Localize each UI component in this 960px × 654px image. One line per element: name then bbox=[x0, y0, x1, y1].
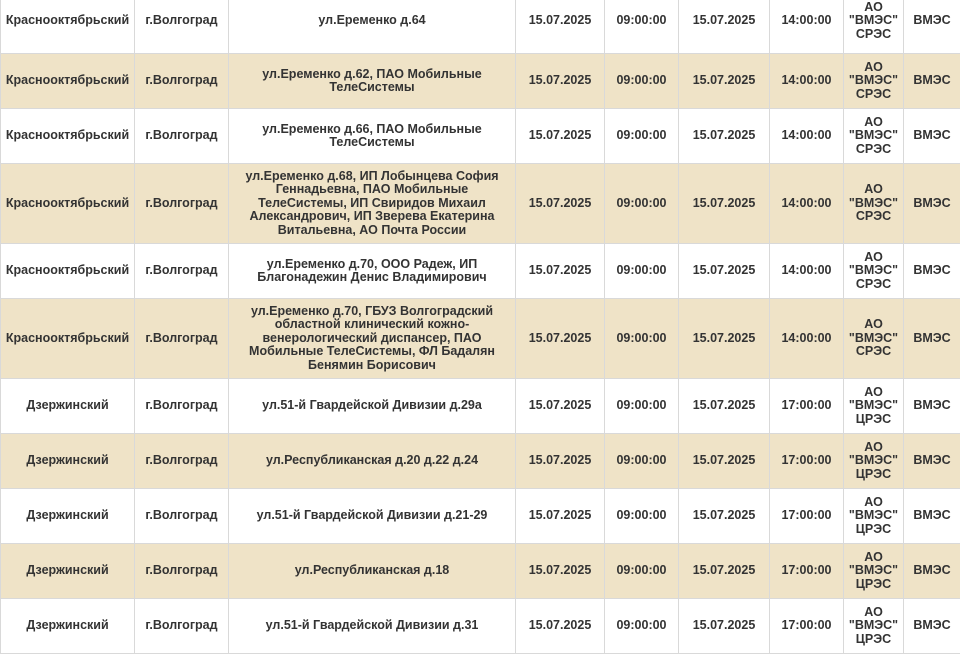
table-row bbox=[1, 599, 960, 654]
end-time-cell: 14:00:00 bbox=[770, 109, 844, 164]
address-cell: ул.Еременко д.70, ООО Радеж, ИП Благонадежин Денис Владимирович bbox=[229, 244, 516, 299]
end-time-cell: 14:00:00 bbox=[770, 54, 844, 109]
district-cell: Дзержинский bbox=[1, 379, 135, 434]
company-cell: ВМЭС bbox=[904, 599, 960, 654]
organization-cell: АО "ВМЭС" ЦРЭС bbox=[844, 434, 904, 489]
start-date-cell: 15.07.2025 bbox=[516, 244, 605, 299]
start-time-cell: 09:00:00 bbox=[605, 54, 679, 109]
start-date-cell: 15.07.2025 bbox=[516, 0, 605, 54]
organization-cell: АО "ВМЭС" СРЭС bbox=[844, 299, 904, 379]
end-date-cell: 15.07.2025 bbox=[679, 244, 770, 299]
city-cell: г.Волгоград bbox=[135, 599, 229, 654]
end-date-cell: 15.07.2025 bbox=[679, 434, 770, 489]
end-time-cell: 17:00:00 bbox=[770, 489, 844, 544]
address-cell: ул.Республиканская д.20 д.22 д.24 bbox=[229, 434, 516, 489]
end-date-cell: 15.07.2025 bbox=[679, 164, 770, 244]
address-cell: ул.Еременко д.70, ГБУЗ Волгоградский областной клинический кожно-венерологический диспансер, ПАО Мобильные ТелеСистемы, ФЛ Бадалян Бенямин Борисович bbox=[229, 299, 516, 379]
table-row bbox=[1, 299, 960, 379]
table-row bbox=[1, 54, 960, 109]
start-time-cell: 09:00:00 bbox=[605, 164, 679, 244]
start-time-cell: 09:00:00 bbox=[605, 379, 679, 434]
address-cell: ул.51-й Гвардейской Дивизии д.29а bbox=[229, 379, 516, 434]
organization-cell: АО "ВМЭС" ЦРЭС bbox=[844, 544, 904, 599]
organization-cell: АО "ВМЭС" СРЭС bbox=[844, 164, 904, 244]
table-row bbox=[1, 489, 960, 544]
company-cell: ВМЭС bbox=[904, 0, 960, 54]
end-date-cell: 15.07.2025 bbox=[679, 299, 770, 379]
address-cell: ул.51-й Гвардейской Дивизии д.31 bbox=[229, 599, 516, 654]
end-time-cell: 14:00:00 bbox=[770, 164, 844, 244]
start-date-cell: 15.07.2025 bbox=[516, 489, 605, 544]
start-time-cell: 09:00:00 bbox=[605, 0, 679, 54]
company-cell: ВМЭС bbox=[904, 544, 960, 599]
end-date-cell: 15.07.2025 bbox=[679, 599, 770, 654]
address-cell: ул.Еременко д.64 bbox=[229, 0, 516, 54]
organization-cell: АО "ВМЭС" СРЭС bbox=[844, 244, 904, 299]
outage-table-body bbox=[1, 0, 960, 654]
start-time-cell: 09:00:00 bbox=[605, 489, 679, 544]
city-cell: г.Волгоград bbox=[135, 544, 229, 599]
end-time-cell: 17:00:00 bbox=[770, 599, 844, 654]
start-date-cell: 15.07.2025 bbox=[516, 379, 605, 434]
city-cell: г.Волгоград bbox=[135, 434, 229, 489]
organization-cell: АО "ВМЭС" СРЭС bbox=[844, 109, 904, 164]
table-row bbox=[1, 109, 960, 164]
end-date-cell: 15.07.2025 bbox=[679, 489, 770, 544]
city-cell: г.Волгоград bbox=[135, 379, 229, 434]
organization-cell: АО "ВМЭС" СРЭС bbox=[844, 0, 904, 54]
organization-cell: АО "ВМЭС" ЦРЭС bbox=[844, 599, 904, 654]
end-time-cell: 17:00:00 bbox=[770, 544, 844, 599]
company-cell: ВМЭС bbox=[904, 244, 960, 299]
start-time-cell: 09:00:00 bbox=[605, 299, 679, 379]
address-cell: ул.Республиканская д.18 bbox=[229, 544, 516, 599]
address-cell: ул.Еременко д.68, ИП Лобынцева София Геннадьевна, ПАО Мобильные ТелеСистемы, ИП Свиридов Михаил Александрович, ИП Зверева Екатерина Витальевна, АО Почта России bbox=[229, 164, 516, 244]
table-row bbox=[1, 164, 960, 244]
start-time-cell: 09:00:00 bbox=[605, 109, 679, 164]
start-time-cell: 09:00:00 bbox=[605, 244, 679, 299]
start-date-cell: 15.07.2025 bbox=[516, 54, 605, 109]
table-row bbox=[1, 379, 960, 434]
city-cell: г.Волгоград bbox=[135, 109, 229, 164]
start-date-cell: 15.07.2025 bbox=[516, 109, 605, 164]
district-cell: Дзержинский bbox=[1, 489, 135, 544]
end-time-cell: 14:00:00 bbox=[770, 299, 844, 379]
end-time-cell: 17:00:00 bbox=[770, 379, 844, 434]
city-cell: г.Волгоград bbox=[135, 489, 229, 544]
end-time-cell: 14:00:00 bbox=[770, 244, 844, 299]
table-row bbox=[1, 0, 960, 54]
start-date-cell: 15.07.2025 bbox=[516, 599, 605, 654]
end-time-cell: 14:00:00 bbox=[770, 0, 844, 54]
company-cell: ВМЭС bbox=[904, 164, 960, 244]
city-cell: г.Волгоград bbox=[135, 244, 229, 299]
start-date-cell: 15.07.2025 bbox=[516, 299, 605, 379]
address-cell: ул.Еременко д.62, ПАО Мобильные ТелеСистемы bbox=[229, 54, 516, 109]
district-cell: Дзержинский bbox=[1, 434, 135, 489]
end-date-cell: 15.07.2025 bbox=[679, 379, 770, 434]
end-date-cell: 15.07.2025 bbox=[679, 109, 770, 164]
district-cell: Краснооктябрьский bbox=[1, 0, 135, 54]
company-cell: ВМЭС bbox=[904, 299, 960, 379]
district-cell: Краснооктябрьский bbox=[1, 54, 135, 109]
start-time-cell: 09:00:00 bbox=[605, 434, 679, 489]
district-cell: Дзержинский bbox=[1, 599, 135, 654]
address-cell: ул.51-й Гвардейской Дивизии д.21-29 bbox=[229, 489, 516, 544]
district-cell: Дзержинский bbox=[1, 544, 135, 599]
table-row bbox=[1, 434, 960, 489]
district-cell: Краснооктябрьский bbox=[1, 244, 135, 299]
start-time-cell: 09:00:00 bbox=[605, 544, 679, 599]
address-cell: ул.Еременко д.66, ПАО Мобильные ТелеСистемы bbox=[229, 109, 516, 164]
company-cell: ВМЭС bbox=[904, 54, 960, 109]
district-cell: Краснооктябрьский bbox=[1, 109, 135, 164]
city-cell: г.Волгоград bbox=[135, 0, 229, 54]
start-time-cell: 09:00:00 bbox=[605, 599, 679, 654]
city-cell: г.Волгоград bbox=[135, 164, 229, 244]
organization-cell: АО "ВМЭС" ЦРЭС bbox=[844, 379, 904, 434]
organization-cell: АО "ВМЭС" СРЭС bbox=[844, 54, 904, 109]
city-cell: г.Волгоград bbox=[135, 299, 229, 379]
end-date-cell: 15.07.2025 bbox=[679, 544, 770, 599]
end-date-cell: 15.07.2025 bbox=[679, 54, 770, 109]
city-cell: г.Волгоград bbox=[135, 54, 229, 109]
start-date-cell: 15.07.2025 bbox=[516, 434, 605, 489]
organization-cell: АО "ВМЭС" ЦРЭС bbox=[844, 489, 904, 544]
company-cell: ВМЭС bbox=[904, 489, 960, 544]
start-date-cell: 15.07.2025 bbox=[516, 164, 605, 244]
end-date-cell: 15.07.2025 bbox=[679, 0, 770, 54]
end-time-cell: 17:00:00 bbox=[770, 434, 844, 489]
district-cell: Краснооктябрьский bbox=[1, 299, 135, 379]
start-date-cell: 15.07.2025 bbox=[516, 544, 605, 599]
table-row bbox=[1, 544, 960, 599]
company-cell: ВМЭС bbox=[904, 434, 960, 489]
company-cell: ВМЭС bbox=[904, 379, 960, 434]
table-row bbox=[1, 244, 960, 299]
company-cell: ВМЭС bbox=[904, 109, 960, 164]
district-cell: Краснооктябрьский bbox=[1, 164, 135, 244]
